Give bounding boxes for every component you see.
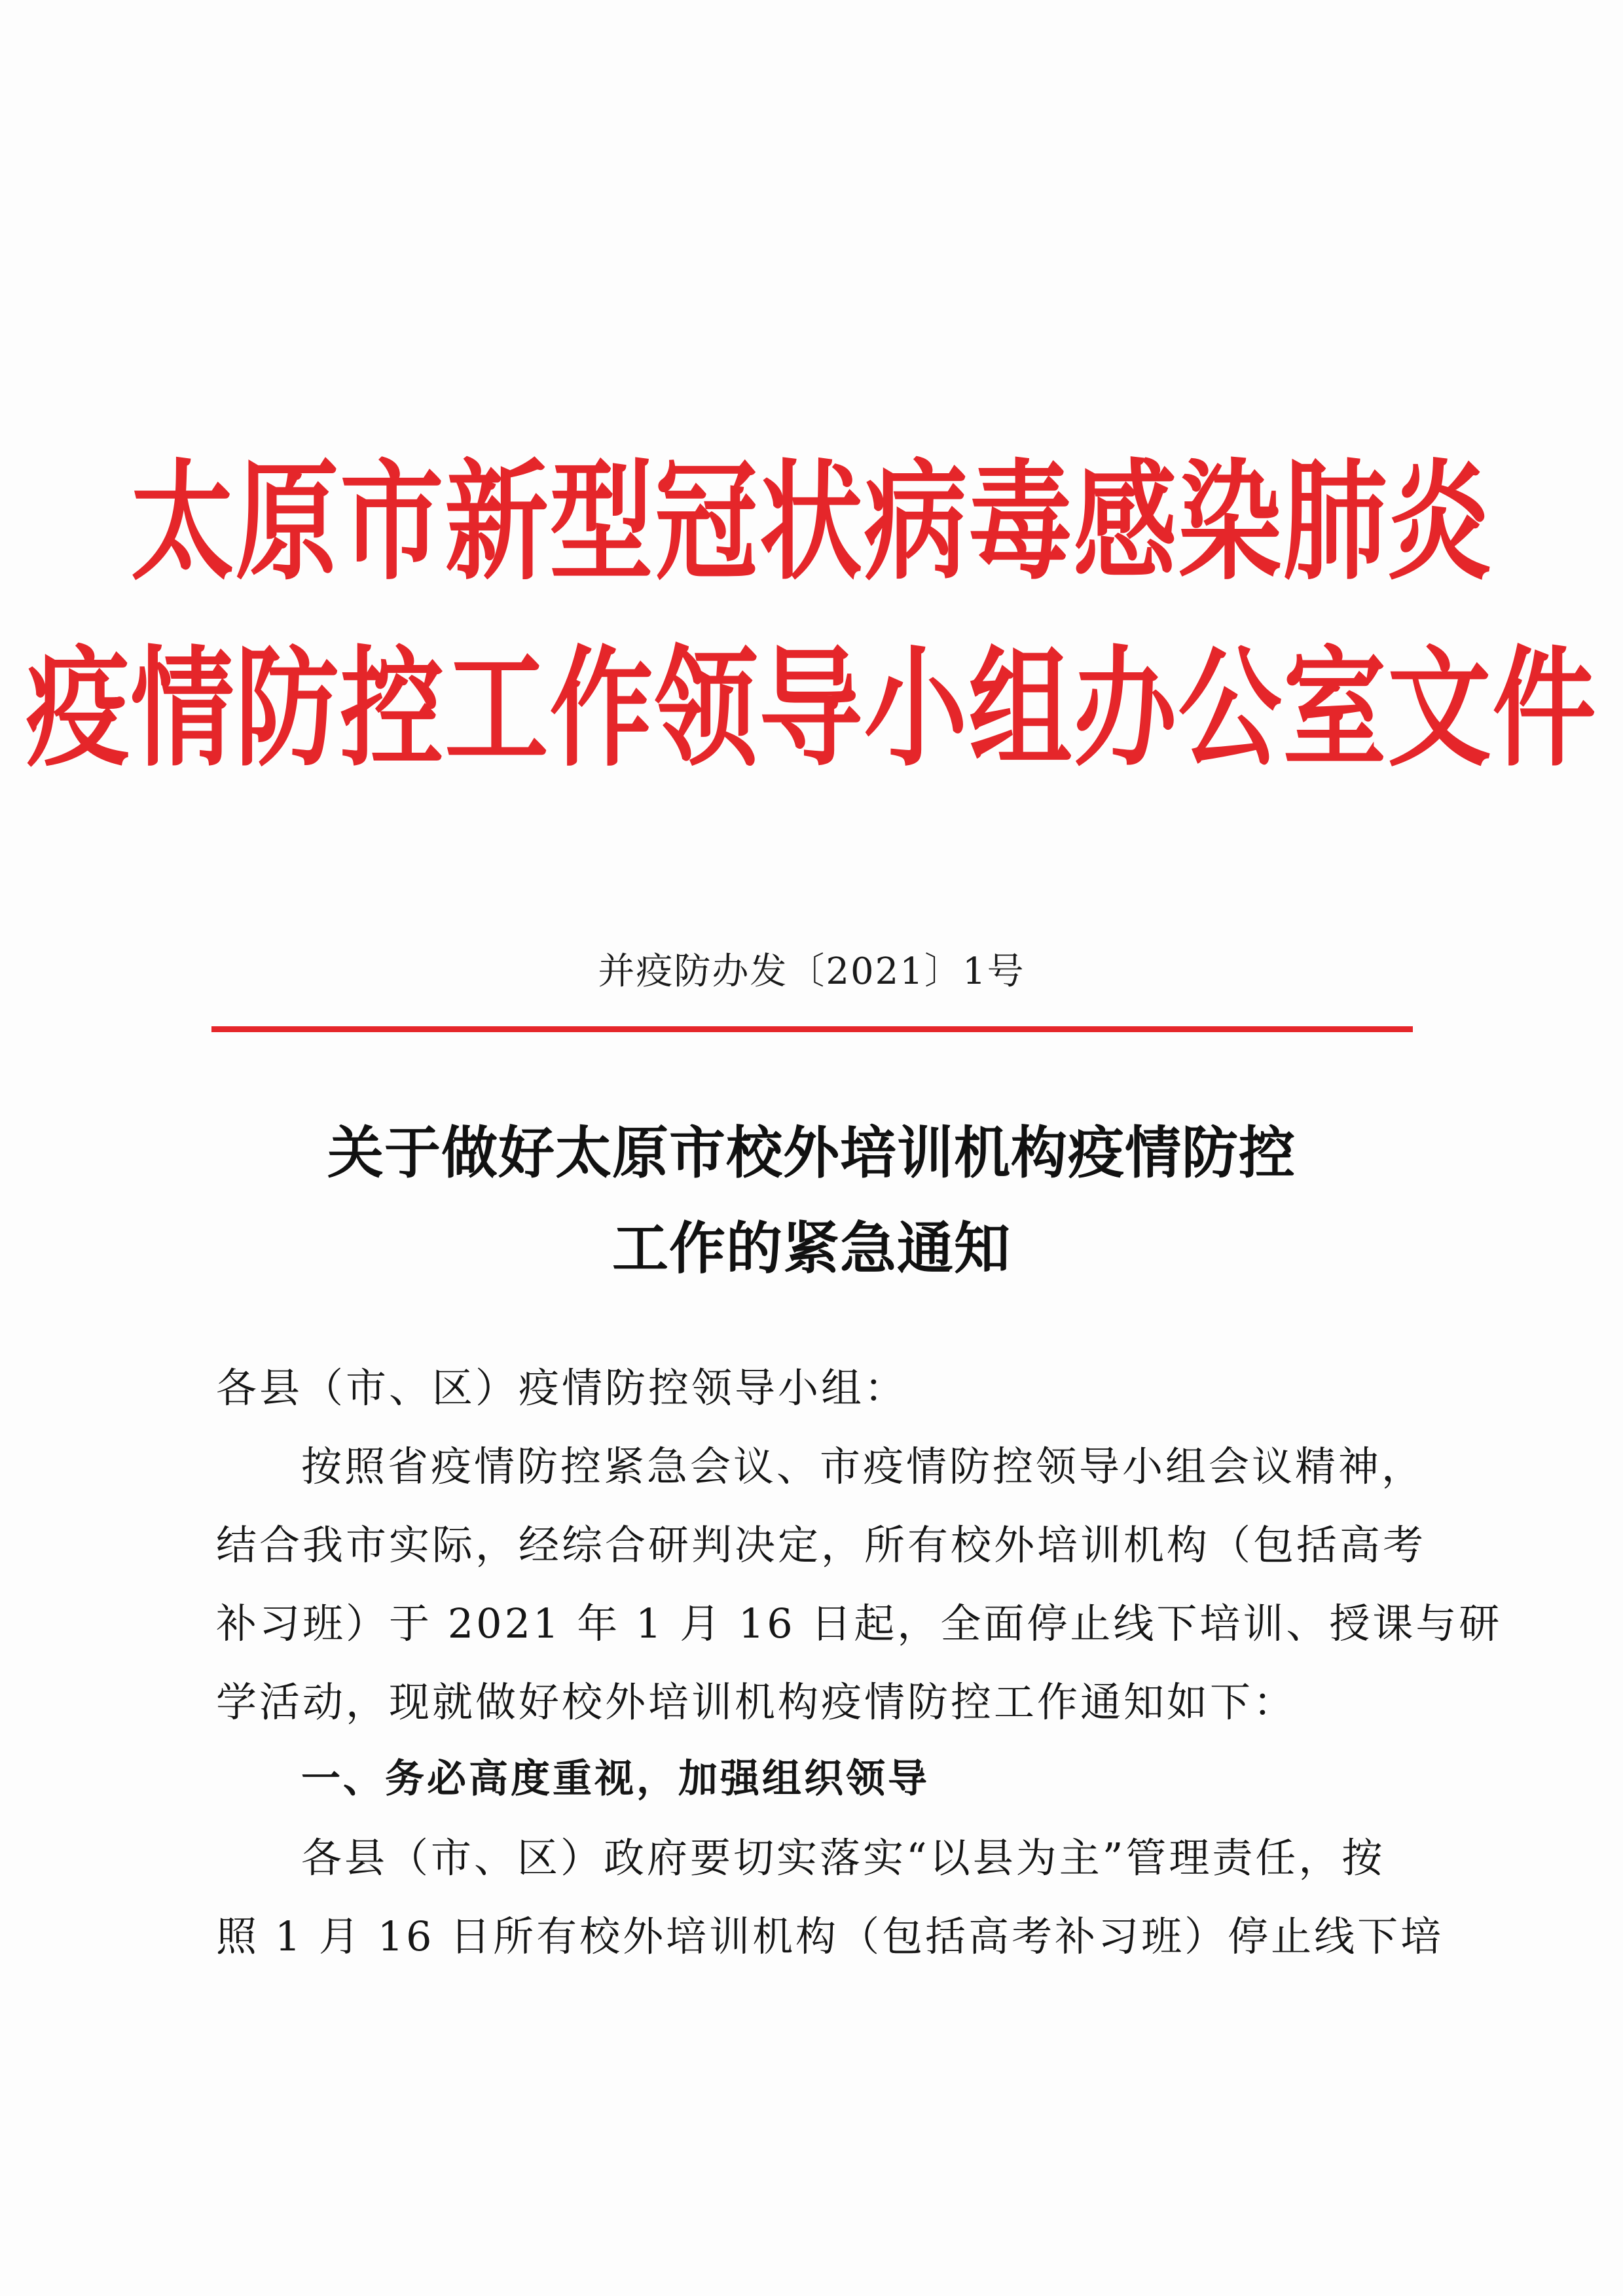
letterhead-line-1: 太原市新型冠状病毒感染肺炎	[130, 446, 1493, 598]
letterhead-line-2: 疫情防控工作领导小组办公室文件	[26, 633, 1597, 785]
document-number: 并疫防办发〔2021〕1号	[598, 950, 1025, 993]
section-1-heading: 一、务必高度重视，加强组织领导	[301, 1756, 930, 1802]
paragraph-1-line-2: 结合我市实际，经综合研判决定，所有校外培训机构（包括高考	[216, 1521, 1427, 1569]
paragraph-1-line-1: 按照省疫情防控紧急会议、市疫情防控领导小组会议精神，	[301, 1443, 1425, 1490]
paragraph-1-line-4: 学活动，现就做好校外培训机构疫情防控工作通知如下：	[216, 1678, 1297, 1726]
paragraph-2-line-2: 照 1 月 16 日所有校外培训机构（包括高考补习班）停止线下培	[216, 1912, 1444, 1960]
red-divider-line	[211, 1026, 1413, 1032]
notice-title-line-1: 关于做好太原市校外培训机构疫情防控	[327, 1120, 1296, 1186]
paragraph-1-line-3: 补习班）于 2021 年 1 月 16 日起，全面停止线下培训、授课与研	[216, 1600, 1503, 1647]
addressee: 各县（市、区）疫情防控领导小组：	[216, 1364, 908, 1412]
notice-title-line-2: 工作的紧急通知	[612, 1215, 1011, 1282]
paragraph-2-line-1: 各县（市、区）政府要切实落实“以县为主”管理责任，按	[301, 1834, 1385, 1882]
